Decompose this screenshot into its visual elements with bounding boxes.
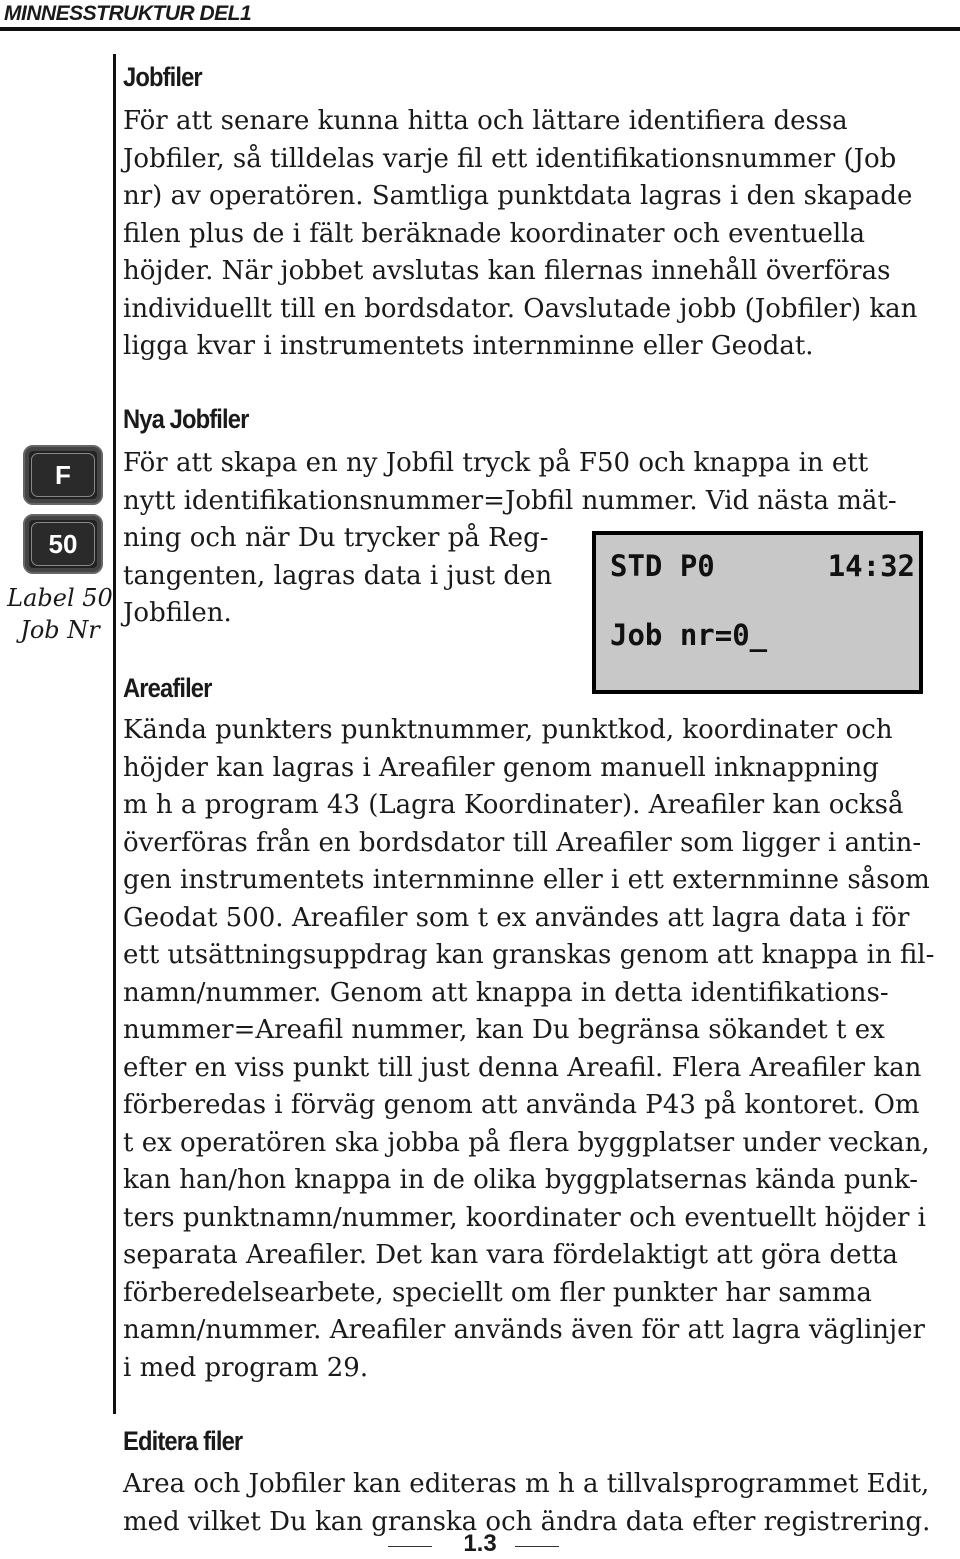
text-line: filen plus de i fält beräknade koordinater och eventuella [123,218,866,249]
page-header-title: MINNESSTRUKTUR DEL1 [4,2,252,25]
heading-nya-jobfiler: Nya Jobfiler [123,404,249,434]
text-line: ett utsättningsuppdrag kan granskas genom att knappa in fil- [123,940,935,970]
text-line: nytt identifikationsnummer=Jobfil nummer. Vid nästa mät- [123,485,897,516]
text-line: förberedelsearbete, speciellt om fler punkter har samma [123,1277,872,1308]
paragraph-editera-filer [123,1466,930,1541]
text-line: För att senare kunna hitta och lättare identifiera dessa [123,106,848,136]
heading-editera-filer: Editera filer [123,1426,243,1456]
text-line: förberedas i förväg genom att använda P43 på kontoret. Om [123,1090,920,1120]
text-line: Jobfilen. [123,598,232,628]
display-row1-right: 14:32 [827,549,915,583]
text-line: nummer=Areafil nummer, kan Du begränsa sökandet t ex [123,1015,885,1045]
text-line: höjder kan lagras i Areafiler genom manuell inknappning [123,752,879,783]
text-line: ters punktnamn/nummer, koordinater och eventuellt höjder i [123,1202,926,1233]
text-line: överföras från en bordsdator till Areafiler som ligger i antin- [123,827,922,858]
key-f-icon [23,445,103,505]
footer-rule-left [388,1546,432,1547]
paragraph-areafiler [123,712,934,1387]
text-line: ligga kvar i instrumentets internminne eller Geodat. [123,331,814,361]
text-line: individuellt till en bordsdator. Oavslutade jobb (Jobfiler) kan [123,293,918,324]
margin-rule [113,54,116,1414]
text-line: efter en viss punkt till just denna Areafil. Flera Areafiler kan [123,1052,922,1083]
text-line: För att skapa en ny Jobfil tryck på F50 och knappa in ett [123,448,869,478]
key-f-label: F [31,453,95,497]
side-label-line2: Job Nr [20,616,100,644]
text-line: namn/nummer. Areafiler används även för att lagra väglinjer [123,1315,925,1345]
text-line: i med program 29. [123,1352,369,1383]
display-row2: Job nr=0_ [610,618,768,652]
text-line: med vilket Du kan granska och ändra data efter registrering. [123,1506,931,1537]
text-line: t ex operatören ska jobba på flera byggplatser under veckan, [123,1127,930,1158]
side-label-line1: Label 50 [7,584,113,612]
paragraph-jobfiler [123,103,917,366]
heading-jobfiler: Jobfiler [123,62,202,92]
key-50-label: 50 [31,522,95,566]
heading-areafiler: Areafiler [123,673,212,703]
text-line: namn/nummer. Genom att knappa in detta identifikations- [123,977,889,1008]
text-line: Kända punkters punktnummer, punktkod, koordinater och [123,715,893,745]
text-line: ning och när Du trycker på Reg- [123,523,549,553]
text-line: nr) av operatören. Samtliga punktdata lagras i den skapade [123,181,913,211]
header-rule [0,27,960,31]
text-line: m h a program 43 (Lagra Koordinater). Areafiler kan också [123,790,904,820]
text-line: gen instrumentets internminne eller i ett externminne såsom [123,865,930,895]
text-line: tangenten, lagras data i just den [123,560,553,591]
display-row1-left: STD P0 [610,549,715,583]
text-line: kan han/hon knappa in de olika byggplatsernas kända punk- [123,1165,919,1195]
text-line: Geodat 500. Areafiler som t ex användes att lagra data i för [123,902,910,933]
instrument-display [592,531,923,694]
text-line: Jobfiler, så tilldelas varje fil ett identifikationsnummer (Job [123,143,897,174]
page-number: 1.3 [463,1530,497,1557]
text-line: Area och Jobfiler kan editeras m h a tillvalsprogrammet Edit, [123,1469,930,1499]
text-line: höjder. När jobbet avslutas kan filernas innehåll överföras [123,256,891,286]
text-line: separata Areafiler. Det kan vara fördelaktigt att göra detta [123,1240,898,1270]
footer-rule-right [515,1546,559,1547]
key-50-icon [23,514,103,574]
